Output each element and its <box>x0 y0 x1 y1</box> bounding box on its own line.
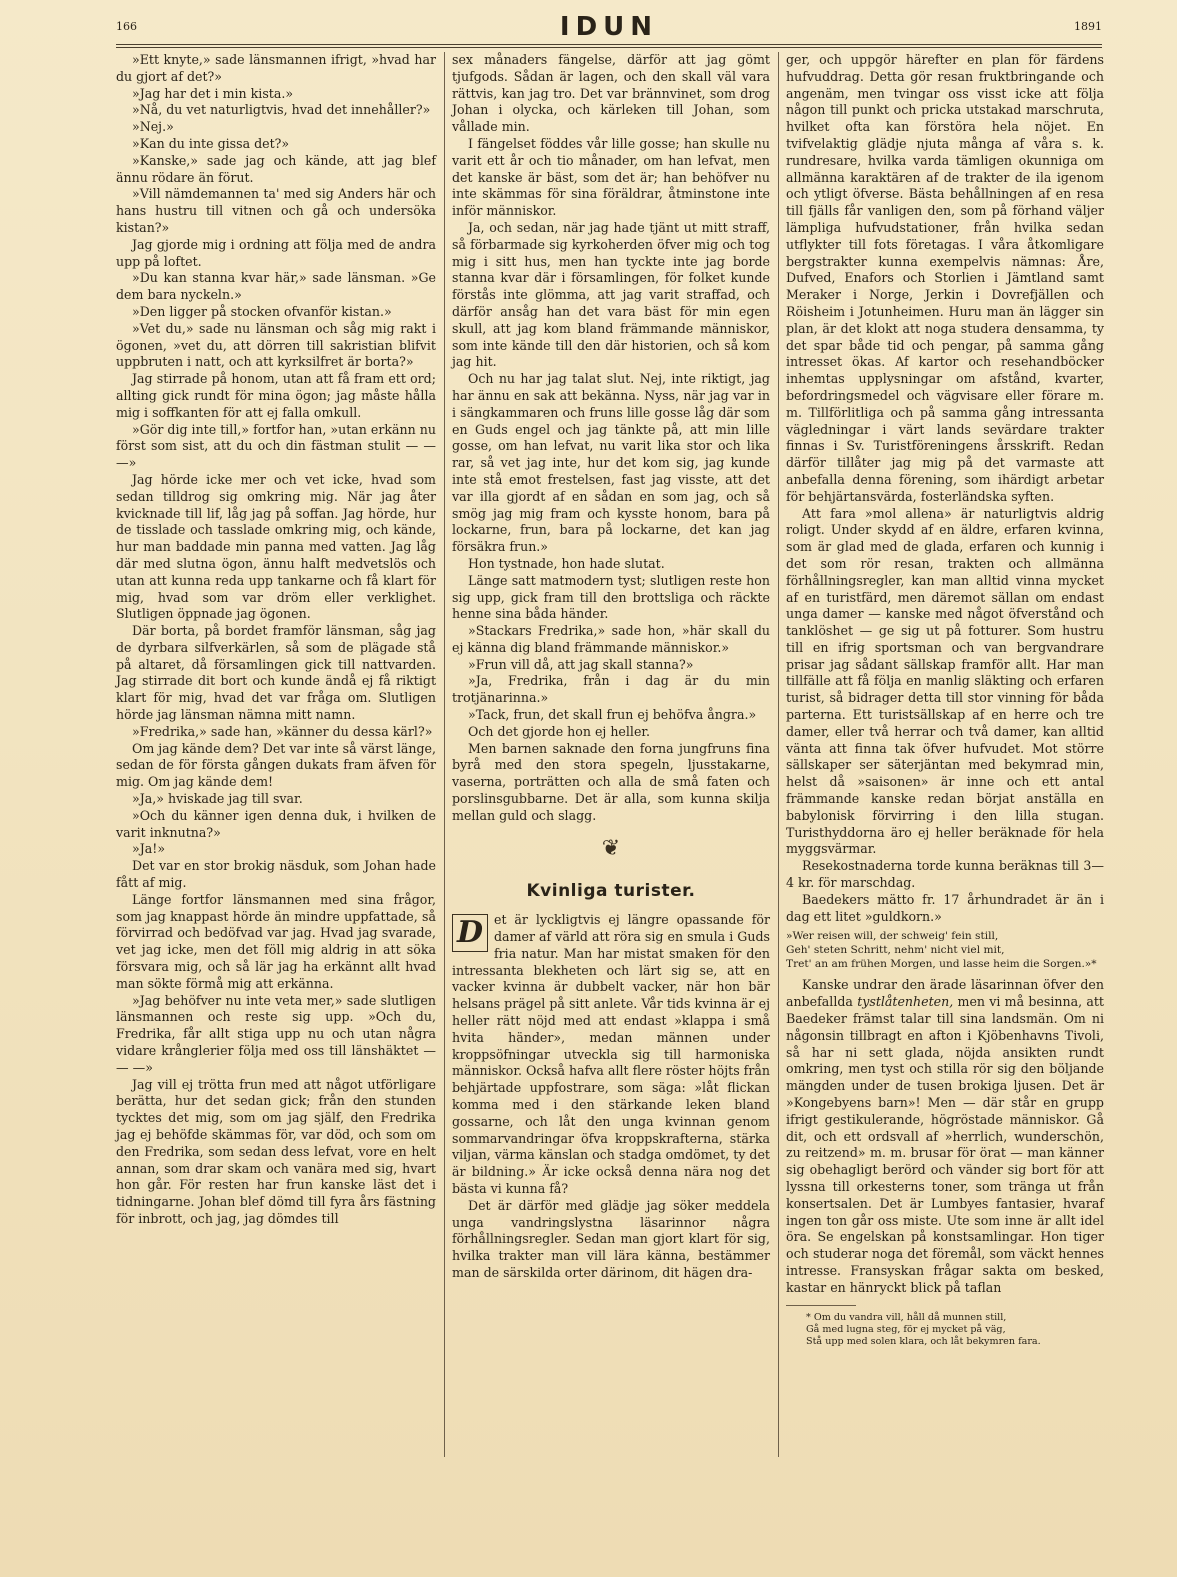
article-title: Kvinliga turister. <box>526 881 696 902</box>
year: 1891 <box>1074 20 1102 33</box>
paragraph: Om jag kände dem? Det var inte så värst länge, sedan de för första gången dukats fram äfven för mig. Om jag kände dem! <box>116 740 436 790</box>
paragraph: »Frun vill då, att jag skall stanna?» <box>468 656 694 672</box>
footnote <box>786 1312 1104 1349</box>
paragraph: Det är därför med glädje jag söker meddela unga vandringslystna läsarinnor några förhållningsregler. Sedan man gjort klart för sig, hvilka trakter man vill lära känna, bestämmer man de särskilda orter därinom, dit hägen dra- <box>452 1197 770 1280</box>
paragraph: »Ett knyte,» sade länsmannen ifrigt, »hvad har du gjort af det?» <box>116 52 436 84</box>
verse-line: Geh' steten Schritt, nehm' nicht viel mit, <box>786 944 1005 957</box>
paragraph: Att fara »mol allena» är naturligtvis aldrig roligt. Under skydd af en äldre, erfaren kvinna, som är glad med de glada, erfaren och kunnig i det som rör resan, trakten och allmänna förhållningsregler, kan man alltid vinna mycket af en turistfärd, men däremot sällan om endast unga damer — kanske med något öfverstånd och tanklöshet — ge sig ut på fotturer. Som hustru till en ifrig sportsman och van bergvandrare prisar jag sådant sällskap framför allt. Har man tillfälle att få följa en manlig släkting och erfaren turist, så bidrager detta till stor vinning för båda parterna. Ett turistsällskap af en herre och tre damer, eller två herrar och två damer, kan alltid vänta att finna tak öfver hufvudet. Mot större sällskaper ser säterjäntan med bekymrad min, helst då »saisonen» är inne och ett antal främmande kanske redan börjat anställa en babylonisk förvirring i den lilla stugan. Turisthyddorna äro ej heller beräknade för hela myggsvärmar. <box>786 505 1104 857</box>
paragraph-text: men vi må besinna, att Baedeker främst talar till sina landsmän. Om ni någonsin tillbragt en afton i Kjöbenhavns Tivoli, så har ni sett glada, nöjda ansikten rundt omkring, men tyst och stilla rör sig den böljande mängden under de tusen brokiga ljusen. Det är »Kongebyens barn»! Men — där står en grupp ifrigt gestikulerande, högröstade människor. Gå dit, och ett ordsvall af »herrlich, wunderschön, zu reitzend» m. m. brusar för örat — man känner sig obehagligt berörd och vänder sig bort för att lyssna till orkesterns toner, som tränga ut från konsertsalen. Det är Lumbyes fantasier, hvaraf ingen ton går oss miste. Ute som inne är allt idel öra. Se engelskan på konstsamlingar. Hon tiger och studerar noga det föremål, som väckt hennes intresse. Fransyskan frågar sakta om besked, kastar en hänryckt blick på taflan <box>786 994 1104 1295</box>
verse-line: »Wer reisen will, der schweig' fein still, <box>786 930 999 943</box>
paragraph: »Och du känner igen denna duk, i hvilken de varit inknutna?» <box>116 807 436 840</box>
paragraph: Jag gjorde mig i ordning att följa med de andra upp på loftet. <box>116 236 436 269</box>
paragraph: »Vill nämdemannen ta' med sig Anders här och hans hustru till vitnen och gå och undersöka kistan?» <box>116 186 436 235</box>
header-rule-double <box>116 47 1102 48</box>
footnote-line: Gå med lugna steg, för ej mycket på väg, <box>806 1323 1006 1335</box>
emphasis: tystlåtenheten, <box>857 994 954 1010</box>
footnote-rule <box>786 1305 856 1312</box>
column-divider <box>778 52 779 1457</box>
paragraph: »Vet du,» sade nu länsman och såg mig rakt i ögonen, »vet du, att dörren till sakristian blifvit uppbruten i natt, och att kyrksilfret är borta?» <box>116 320 436 370</box>
paragraph: »Kan du inte gissa det?» <box>132 135 290 151</box>
verse-line: Tret' an am frühen Morgen, und lasse heim die Sorgen.»* <box>786 958 1097 971</box>
paragraph <box>786 977 1104 1296</box>
header-rule <box>116 44 1102 45</box>
paragraph: Jag vill ej trötta frun med att något utförligare berätta, hur det sedan gick; från den stunden tycktes det mig, som om jag själf, den Fredrika jag ej behöfde skämmas för, var död, och som om den Fredrika, som sedan dess lefvat, vore en helt annan, som drar skam och vanära med sig, hvart hon går. För resten har frun kanske läst det i tidningarne. Johan blef dömd till fyra års fästning för inbrott, och jag, jag dömdes till <box>116 1076 436 1226</box>
paragraph: I fängelset föddes vår lille gosse; han skulle nu varit ett år och tio månader, om han lefvat, men det kanske är bäst, som det är; han behöfver nu inte skämmas för sina föräldrar, åtminstone inte inför människor. <box>452 135 770 219</box>
column-divider <box>444 52 445 1457</box>
paragraph: »Tack, frun, det skall frun ej behöfva ångra.» <box>468 707 757 723</box>
paragraph: »Kanske,» sade jag och kände, att jag blef ännu rödare än förut. <box>116 152 436 185</box>
article-lead <box>452 912 770 1198</box>
paragraph-text: Kanske undrar den ärade läsarinnan öfver den anbefallda <box>786 977 1104 1010</box>
footnote-line: * Om du vandra vill, håll då munnen still, <box>806 1311 1007 1323</box>
masthead: IDUN <box>559 12 659 42</box>
paragraph: Där borta, på bordet framför länsman, såg jag de dyrbara silfverkärlen, så som de plägade stå på altaret, då församlingen gick till nattvarden. Jag stirrade dit bort och kunde ändå ej få riktigt klart för mig, hvad det var fråga om. Slutligen hörde jag länsman nämna mitt namn. <box>116 623 436 723</box>
ornament-icon: ❦ <box>601 835 621 861</box>
paragraph: Resekostnaderna torde kunna beräknas till 3—4 kr. för marschdag. <box>786 858 1104 891</box>
paragraph: »Den ligger på stocken ofvanför kistan.» <box>132 303 392 319</box>
paragraph: ger, och uppgör härefter en plan för färdens hufvuddrag. Detta gör resan fruktbringande och angenäm, men tvingar oss visst icke att följa någon till punkt och pricka utstakad marschruta, hvilket ofta kan förstöra hela nöjet. En tvifvelaktig glädje njuta många af våra s. k. rundresare, hvilka varda tämligen okunniga om allmänna karaktären af de trakter de ila igenom och ytligt öfverse. Bästa behållningen af en resa till fjälls får vanligen den, som på förhand väljer lämpliga hufvudstationer, från hvilka sedan utflykter till fots företagas. I våra åtkomligare bergstrakter kunna exempelvis nämnas: Åre, Dufved, Enafors och Storlien i Jämtland samt Meraker i Norge, Jerkin i Dovrefjällen och Röisheim i Jotunheimen. Huru man än lägger sin plan, är det klokt att noga studera densamma, ty det spar både tid och pengar, på samma gång intresset ökas. Af kartor och resehandböcker inhemtas upplysningar om afstånd, kvarter, befordringsmedel och vägvisare eller förare m. m. Tillförlitliga och på samma gång intressanta vägledningar i värt lands sevärdare trakter finnas i Sv. Turistföreningens årsskrift. Redan därför tillåter jag mig på det varmaste att anbefalla denna förening, som ihärdigt arbetar för behjärtansvärda, fosterländska syften. <box>786 52 1104 504</box>
dropcap: D <box>452 914 488 952</box>
column-1 <box>116 52 436 1228</box>
paragraph: »Jag har det i min kista.» <box>132 85 294 101</box>
article-lead-text: et är lyckligtvis ej längre opassande för damer af värld att röra sig en smula i Guds fria natur. Man har mistat smaken för den intressanta blekheten och lärt sig se, att en vacker kvinna är dubbelt vacker, när hon bär helsans prägel på sitt anlete. Vår tids kvinna är ej heller rätt nöjd med att endast »klappa i små hvita händer», medan männen under kroppsöfningar utveckla sig till harmoniska människor. Också hafva allt flere röster höjts från behjärtade uppfostrare, som säga: »låt flickan komma med i den stärkande leken bland gossarne, och låt den unga kvinnan genom sommarvandringar öfva kroppskrafterna, stärka viljan, värma känslan och stadga omdömet, ty det är bildning.» Är icke också denna nära nog det bästa vi kunna få? <box>452 912 770 1196</box>
paragraph: »Gör dig inte till,» fortfor han, »utan erkänn nu först som sist, att du och din fästman stulit — — —» <box>116 421 436 471</box>
paragraph: Det var en stor brokig näsduk, som Johan hade fått af mig. <box>116 858 436 891</box>
paragraph: »Du kan stanna kvar här,» sade länsman. »Ge dem bara nyckeln.» <box>116 270 436 303</box>
paragraph: Ja, och sedan, när jag hade tjänt ut mitt straff, så förbarmade sig kyrkoherden öfver mig och tog mig i sitt hus, men han tyckte inte jag borde stanna kvar där i församlingen, för folket kunde förstås inte glömma, att jag varit straffad, och därför ansåg han det vara bäst för min egen skull, att jag kom bland främmande människor, som inte kände till den där historien, och så kom jag hit. <box>452 219 770 370</box>
column-3 <box>786 52 1104 1349</box>
paragraph: »Stackars Fredrika,» sade hon, »här skall du ej känna dig bland främmande människor.» <box>452 623 770 655</box>
page-number: 166 <box>116 20 137 33</box>
paragraph: »Ja, Fredrika, från i dag är du min trotjänarinna.» <box>452 673 770 706</box>
paragraph: Länge fortfor länsmannen med sina frågor, som jag knappast hörde än mindre uppfattade, så förvirrad och bedöfvad var jag. Hvad jag svarade, vet jag icke, men det föll mig aldrig in att söka försvara mig, och så lär jag ha erkännt allt hvad man sökte förmå mig att erkänna. <box>116 891 436 991</box>
paragraph: sex månaders fängelse, därför att jag gömt tjufgods. Sådan är lagen, och den skall väl vara rättvis, kan jag tro. Det var brännvinet, som drog Johan i olycka, och kärleken till Johan, som vållade min. <box>452 52 770 135</box>
paragraph: Länge satt matmodern tyst; slutligen reste hon sig upp, gick fram till den brottsliga och räckte henne sina båda händer. <box>452 572 770 622</box>
paragraph: Och nu har jag talat slut. Nej, inte riktigt, jag har ännu en sak att bekänna. Nyss, när jag var in i sängkammaren och fruns lille gosse låg där som en Guds engel och jag tänkte på, att min lille gosse, om han lefvat, nu varit lika stor och lika rar, så vet jag inte, hur det kom sig, jag kunde inte stå emot frestelsen, fast jag visste, att det var illa gjordt af en sådan en som jag, och så smög jag mig fram och kysste honom, bara på lockarne, frun, bara på lockarne, det kan jag försäkra frun.» <box>452 371 770 555</box>
paragraph: »Nej.» <box>132 119 174 135</box>
paragraph: »Fredrika,» sade han, »känner du dessa kärl?» <box>132 723 433 739</box>
paragraph: »Ja,» hviskade jag till svar. <box>132 791 303 807</box>
paragraph: Jag stirrade på honom, utan att få fram ett ord; allting gick rundt för mina ögon; jag måste hålla mig i soffkanten för att ej falla omkull. <box>116 371 436 420</box>
paragraph: Baedekers mätto fr. 17 århundradet är än i dag ett litet »guldkorn.» <box>786 891 1104 924</box>
footnote-line: Stå upp med solen klara, och låt bekymren fara. <box>806 1336 1041 1348</box>
paragraph: »Ja!» <box>132 841 166 857</box>
paragraph: »Nå, du vet naturligtvis, hvad det innehåller?» <box>132 102 431 118</box>
paragraph: Men barnen saknade den forna jungfruns fina byrå med den stora spegeln, ljusstakarne, vaserna, porträtten och alla de små faten och porslinsgubbarne. Det är alla, som kunna skilja mellan guld och slagg. <box>452 740 770 823</box>
page-header <box>116 14 1102 44</box>
paragraph: Och det gjorde hon ej heller. <box>468 723 651 739</box>
column-2 <box>452 52 770 1282</box>
paragraph: »Jag behöfver nu inte veta mer,» sade slutligen länsmannen och reste sig upp. »Och du, Fredrika, får allt stiga upp nu och utan några vidare krånglerier följa med oss till länshäktet — — —» <box>116 992 436 1075</box>
verse-quote <box>786 929 1104 971</box>
paragraph: Hon tystnade, hon hade slutat. <box>468 555 665 571</box>
paragraph: Jag hörde icke mer och vet icke, hvad som sedan tilldrog sig omkring mig. När jag åter kvicknade till lif, låg jag på soffan. Jag hörde, hur de tisslade och tasslade omkring mig, och kände, hur man baddade min panna med vatten. Jag låg där med slutna ögon, ännu halft medvetslös och utan att kunna reda upp tankarne och få klart för mig, hvad som var dröm eller verklighet. Slutligen öppnade jag ögonen. <box>116 471 436 622</box>
